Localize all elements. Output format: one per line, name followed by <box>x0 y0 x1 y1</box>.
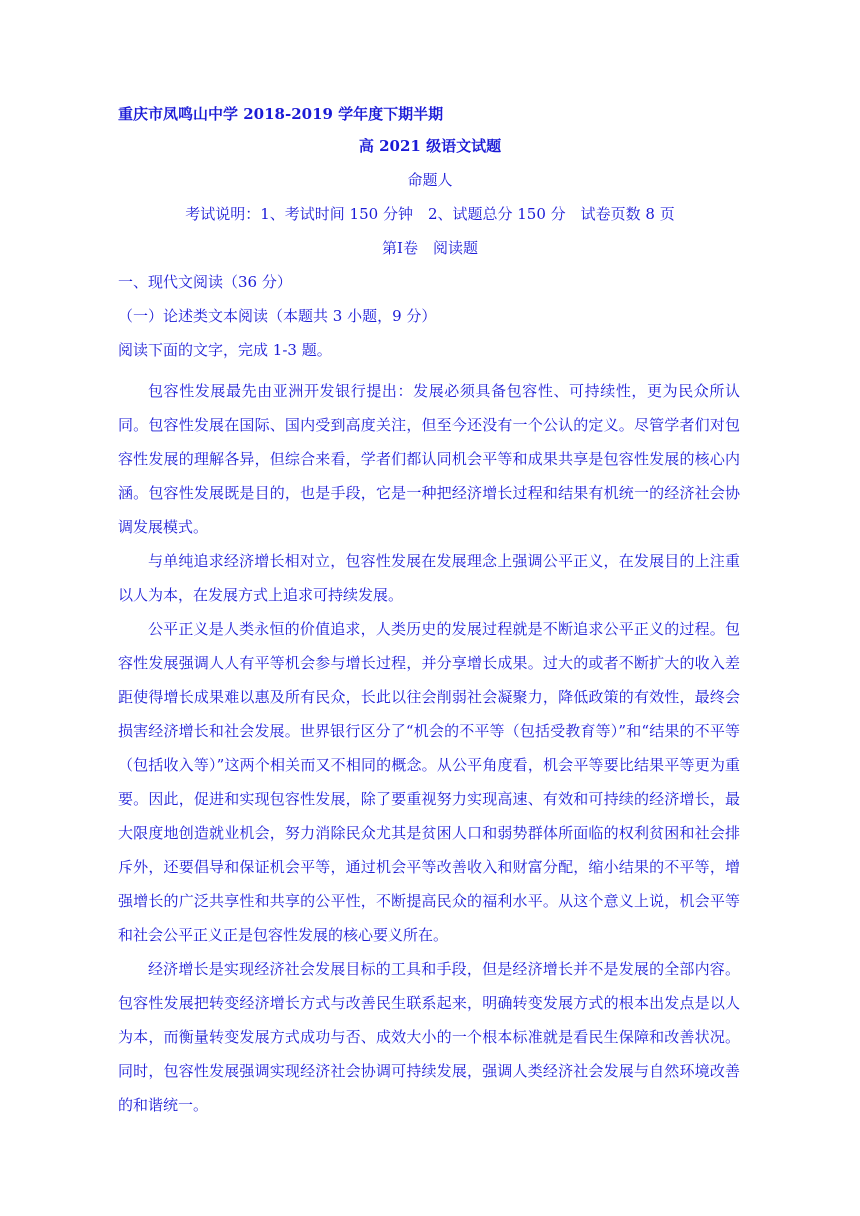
reading-instruction: 阅读下面的文字，完成 1-3 题。 <box>118 341 332 359</box>
subsection-heading: （一）论述类文本阅读（本题共 3 小题，9 分） <box>118 307 437 325</box>
passage-paragraph: 与单纯追求经济增长相对立，包容性发展在发展理念上强调公平正义，在发展目的上注重以人为本，在发展方式上追求可持续发展。 <box>118 552 740 604</box>
exam-title: 高 2021 级语文试题 <box>358 137 502 155</box>
passage-paragraph: 包容性发展最先由亚洲开发银行提出：发展必须具备包容性、可持续性，更为民众所认同。包容性发展在国际、国内受到高度关注，但至今还没有一个公认的定义。尽管学者们对包容性发展的理解各异，但综合来看，学者们都认同机会平等和成果共享是包容性发展的核心内涵。包容性发展既是目的，也是手段，它是一种把经济增长过程和结果有机统一的经济社会协调发展模式。 <box>118 382 740 536</box>
school-title: 重庆市凤鸣山中学 2018-2019 学年度下期半期 <box>118 105 444 123</box>
passage <box>118 374 756 1122</box>
exam-instructions: 考试说明：1、考试时间 150 分钟 2、试题总分 150 分 试卷页数 8 页 <box>185 205 675 223</box>
passage-paragraph: 经济增长是实现经济社会发展目标的工具和手段，但是经济增长并不是发展的全部内容。包容性发展把转变经济增长方式与改善民生联系起来，明确转变发展方式的根本出发点是以人为本，而衡量转变发展方式成功与否、成效大小的一个根本标准就是看民生保障和改善状况。同时，包容性发展强调实现经济社会协调可持续发展，强调人类经济社会发展与自然环境改善的和谐统一。 <box>118 960 740 1114</box>
passage-paragraph: 公平正义是人类永恒的价值追求，人类历史的发展过程就是不断追求公平正义的过程。包容性发展强调人人有平等机会参与增长过程，并分享增长成果。过大的或者不断扩大的收入差距使得增长成果难以惠及所有民众，长此以往会削弱社会凝聚力，降低政策的有效性，最终会损害经济增长和社会发展。世界银行区分了“机会的不平等（包括受教育等）”和“结果的不平等 （包括收入等）”这两个相关而又不相同的概念。从公平角度看，机会平等要比结果平等更为重要。因此，促进和实现包容性发展，除了要重视努力实现高速、有效和可持续的经济增长，最大限度地创造就业机会，努力消除民众尤其是贫困人口和弱势群体所面临的权利贫困和社会排斥外，还要倡导和保证机会平等，通过机会平等改善收入和财富分配，缩小结果的不平等，增强增长的广泛共享性和共享的公平性，不断提高民众的福利水平。从这个意义上说，机会平等和社会公平正义正是包容性发展的核心要义所在。 <box>118 620 756 944</box>
volume-title: 第Ⅰ卷 阅读题 <box>382 239 478 257</box>
section-heading: 一、现代文阅读（36 分） <box>118 273 292 291</box>
author-label: 命题人 <box>407 171 453 189</box>
